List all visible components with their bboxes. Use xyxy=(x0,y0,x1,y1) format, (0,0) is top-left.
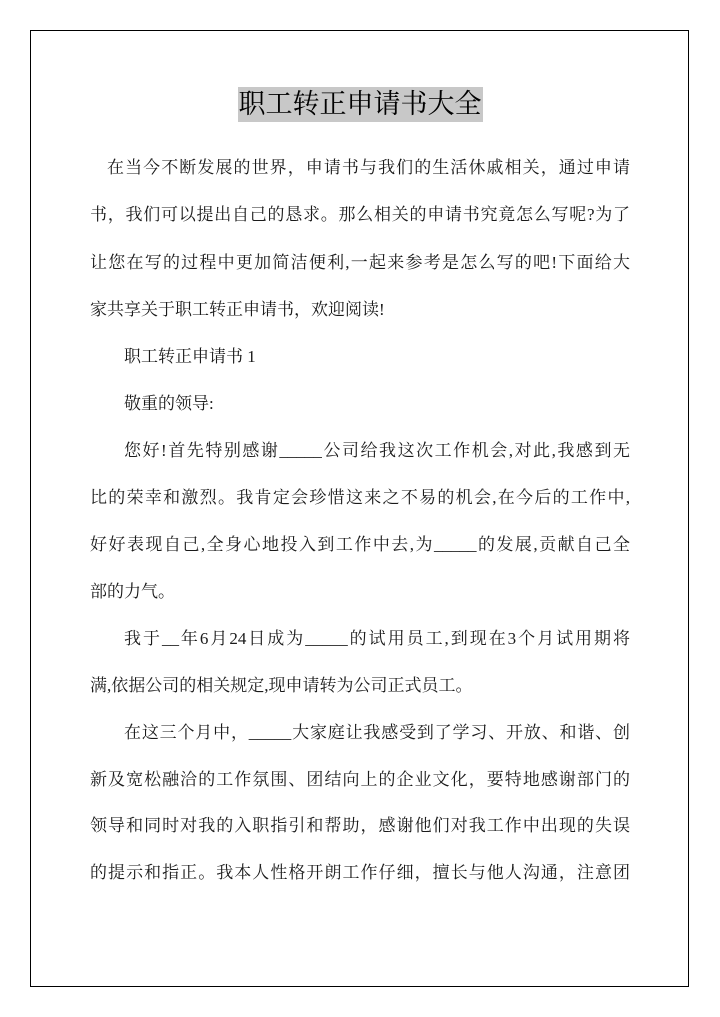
paragraph-line: 新及宽松融洽的工作氛围、团结向上的企业文化，要特地感谢部门的 xyxy=(90,770,630,789)
paragraph-line: 领导和同时对我的入职指引和帮助，感谢他们对我工作中出现的失误 xyxy=(90,816,630,835)
paragraph-line: 让您在写的过程中更加简洁便利,一起来参考是怎么写的吧!下面给大 xyxy=(90,253,630,272)
paragraph-line: 满,依据公司的相关规定,现申请转为公司正式员工。 xyxy=(90,676,473,695)
section-heading: 职工转正申请书 1 xyxy=(124,347,256,366)
paragraph-line: 我于__年6月24日成为_____的试用员工,到现在3个月试用期将 xyxy=(124,629,630,648)
paragraph-line: 您好!首先特别感谢_____公司给我这次工作机会,对此,我感到无 xyxy=(124,441,630,460)
paragraph-line: 比的荣幸和激烈。我肯定会珍惜这来之不易的机会,在今后的工作中, xyxy=(90,488,630,507)
document-title: 职工转正申请书大全 xyxy=(238,87,483,122)
paragraph-line: 的提示和指正。我本人性格开朗工作仔细，擅长与他人沟通，注意团 xyxy=(90,863,630,882)
paragraph-line: 在当今不断发展的世界，申请书与我们的生活休戚相关，通过申请 xyxy=(107,158,630,177)
paragraph-line: 部的力气。 xyxy=(90,582,175,601)
paragraph-line: 家共享关于职工转正申请书，欢迎阅读! xyxy=(90,300,385,319)
title-container xyxy=(0,87,720,122)
paragraph-line: 在这三个月中，_____大家庭让我感受到了学习、开放、和谐、创 xyxy=(124,723,630,742)
salutation: 敬重的领导: xyxy=(124,394,214,413)
paragraph-line: 书，我们可以提出自己的恳求。那么相关的申请书究竟怎么写呢?为了 xyxy=(90,205,630,224)
paragraph-line: 好好表现自己,全身心地投入到工作中去,为_____的发展,贡献自己全 xyxy=(90,535,630,554)
